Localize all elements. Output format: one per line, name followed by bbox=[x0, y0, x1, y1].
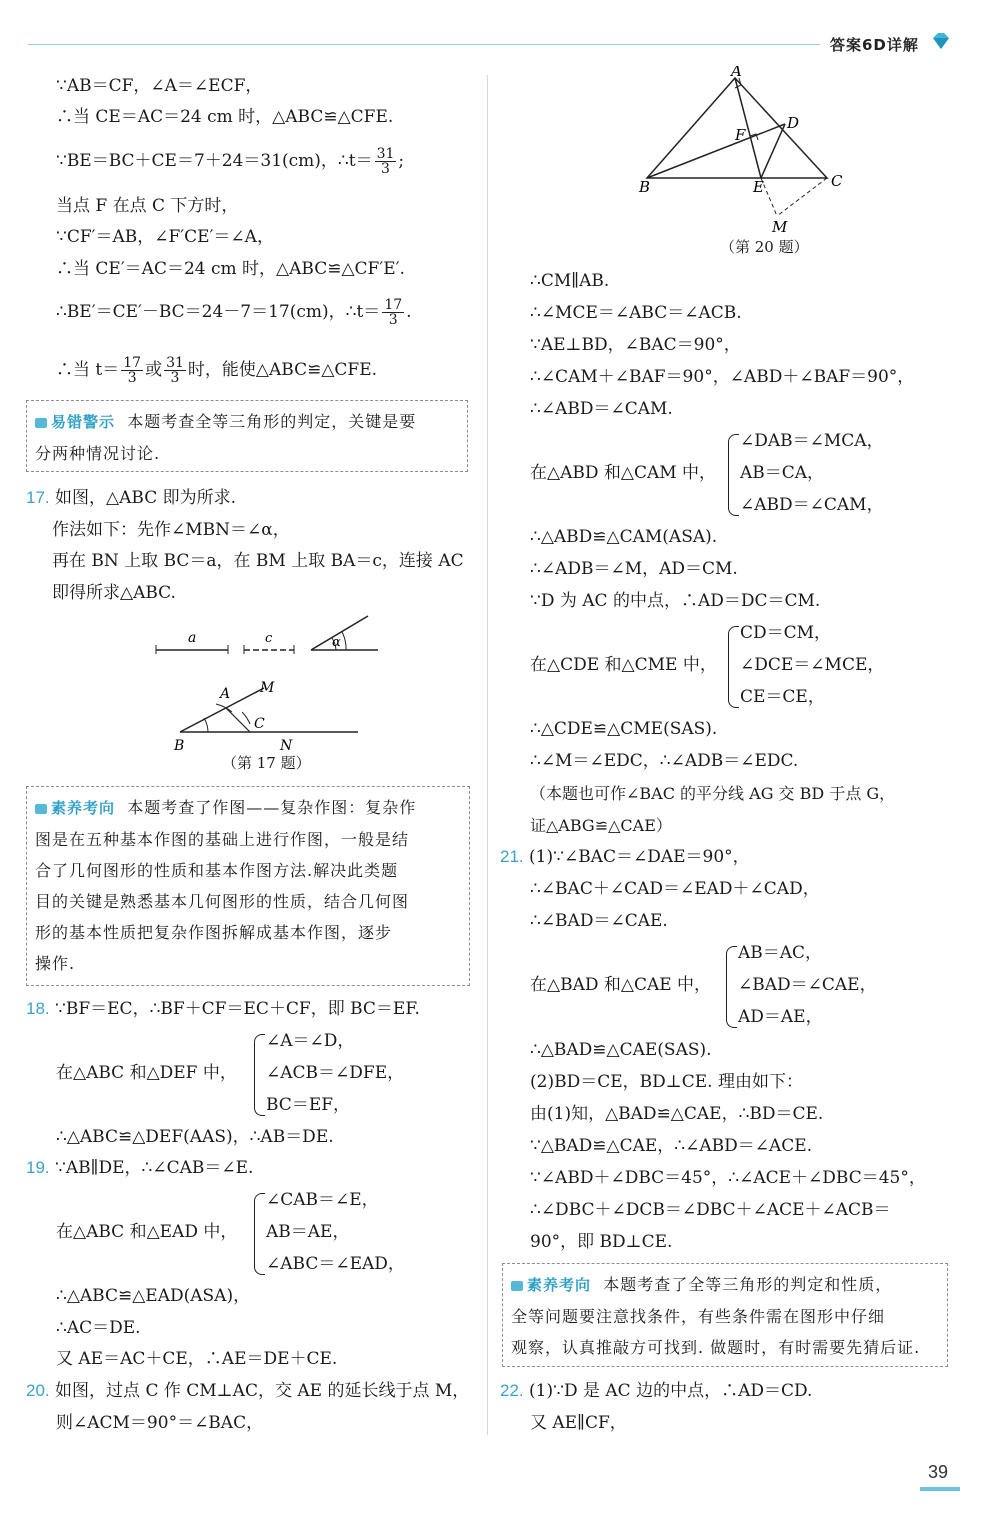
fraction bbox=[375, 147, 397, 176]
text-line: 在△ABD 和△CAM 中， bbox=[530, 463, 717, 483]
numerator: 31 bbox=[166, 355, 184, 371]
text-line: ∴∠MCE＝∠ABC＝∠ACB. bbox=[530, 303, 742, 323]
denominator: 3 bbox=[170, 370, 180, 386]
question-20 bbox=[26, 1380, 469, 1402]
condition: ∠DAB＝∠MCA， bbox=[740, 431, 884, 451]
text-line: ∵D 为 AC 的中点，∴AD＝DC＝CM. bbox=[530, 591, 821, 611]
label-B: B bbox=[639, 178, 651, 196]
or-word: 或 bbox=[145, 360, 163, 380]
question-number: 20. bbox=[26, 1381, 50, 1400]
condition: ∠ACB＝∠DFE， bbox=[266, 1063, 405, 1083]
numerator: 17 bbox=[123, 355, 142, 371]
text-part: 时，能使△ABC≌△CFE. bbox=[187, 360, 378, 380]
fraction bbox=[382, 298, 404, 327]
brace bbox=[254, 1193, 265, 1275]
label-D: D bbox=[787, 114, 800, 132]
text-line: ∵∠ABD＋∠DBC＝45°，∴∠ACE＋∠DBC＝45°， bbox=[530, 1168, 926, 1188]
condition: AB＝AE， bbox=[266, 1222, 350, 1242]
text-line: ∴∠M＝∠EDC，∴∠ADB＝∠EDC. bbox=[530, 751, 799, 771]
condition: AB＝CA， bbox=[740, 463, 825, 483]
text-line: 作法如下：先作∠MBN＝∠α， bbox=[52, 520, 290, 540]
brace bbox=[728, 434, 739, 516]
text-line: 又 AE＝AC＋CE，∴AE＝DE＋CE. bbox=[56, 1349, 338, 1369]
text-line: ∴△ABC≌△DEF(AAS)，∴AB＝DE. bbox=[56, 1127, 334, 1147]
tip-box bbox=[502, 1263, 948, 1367]
condition: CD＝CM， bbox=[740, 623, 832, 643]
tip-line: 全等问题要注意找条件，有些条件需在图形中仔细 bbox=[511, 1307, 886, 1326]
text-line: 90°，即 BD⊥CE. bbox=[530, 1232, 673, 1252]
fraction bbox=[164, 356, 186, 385]
fraction bbox=[121, 356, 143, 385]
text-part: ∵BF＝EC，∴BF＋CF＝EC＋CF，即 BC＝EF. bbox=[55, 999, 420, 1019]
label-N: N bbox=[280, 738, 293, 754]
label-A: A bbox=[731, 66, 742, 80]
condition: ∠BAD＝∠CAE， bbox=[738, 975, 877, 995]
page-number-bar bbox=[920, 1487, 960, 1491]
text-line: 在△BAD 和△CAE 中， bbox=[530, 975, 712, 995]
text-line: ∴CM∥AB. bbox=[530, 271, 610, 291]
text-part: 如图，过点 C 作 CM⊥AC，交 AE 的延长线于点 M， bbox=[55, 1381, 470, 1401]
condition: AB＝AC， bbox=[738, 943, 823, 963]
numerator: 31 bbox=[376, 146, 395, 162]
tag-icon bbox=[35, 418, 47, 428]
text-line: ∴当 CE′＝AC＝24 cm 时，△ABC≌△CF′E′. bbox=[56, 259, 405, 279]
tip-text: 本题考查了全等三角形的判定和性质， bbox=[603, 1275, 893, 1294]
header-rule bbox=[28, 44, 820, 45]
condition: BC＝EF， bbox=[266, 1095, 351, 1115]
page-number: 39 bbox=[928, 1462, 949, 1482]
tip-tag: 素养考向 bbox=[51, 799, 116, 817]
tip-line bbox=[35, 797, 416, 819]
text-line: 在△ABC 和△DEF 中， bbox=[56, 1063, 237, 1083]
text-line: ∴∠ADB＝∠M，AD＝CM. bbox=[530, 559, 738, 579]
tip-line: 操作. bbox=[35, 954, 76, 973]
text-part: ∵BE＝BC＋CE＝7＋24＝31(cm)，∴t＝ bbox=[56, 151, 373, 171]
tip-line: 目的关键是熟悉基本几何图形的性质，结合几何图 bbox=[35, 892, 410, 911]
question-21 bbox=[500, 846, 750, 868]
condition: ∠ABC＝∠EAD， bbox=[266, 1254, 405, 1274]
tag-icon bbox=[35, 804, 47, 814]
text-line: ∵AE⊥BD，∠BAC＝90°， bbox=[530, 335, 741, 355]
figure-caption: （第 20 题） bbox=[720, 238, 809, 256]
condition: CE＝CE， bbox=[740, 687, 825, 707]
question-number: 18. bbox=[26, 999, 50, 1018]
label-M: M bbox=[260, 680, 275, 696]
text-line: 在△ABC 和△EAD 中， bbox=[56, 1222, 238, 1242]
denominator: 3 bbox=[381, 161, 390, 177]
tip-line: 合了几何图形的性质和基本作图方法.解决此类题 bbox=[35, 861, 399, 880]
text-part: ∴BE′＝CE′－BC＝24－7＝17(cm)，∴t＝ bbox=[56, 302, 381, 322]
text-line: ∴△ABD≌△CAM(ASA). bbox=[530, 527, 718, 547]
tip-text: 本题考查全等三角形的判定，关键是要 bbox=[127, 412, 417, 431]
condition: AD＝AE， bbox=[738, 1007, 823, 1027]
text-line: ∴AC＝DE. bbox=[56, 1318, 141, 1338]
denominator: 3 bbox=[388, 312, 398, 328]
tip-box bbox=[26, 786, 470, 986]
text-part: ∵AB∥DE，∴∠CAB＝∠E. bbox=[55, 1158, 254, 1178]
text-line: 证△ABG≌△CAE） bbox=[530, 816, 672, 835]
question-number: 21. bbox=[500, 847, 524, 866]
question-number: 17. bbox=[26, 488, 50, 507]
condition: ∠ABD＝∠CAM， bbox=[740, 495, 884, 515]
text-line bbox=[56, 356, 377, 385]
tip-line: 分两种情况讨论. bbox=[35, 444, 161, 463]
label-C: C bbox=[831, 172, 843, 190]
text-line: ∴∠DBC＋∠DCB＝∠DBC＋∠ACE＋∠ACB＝ bbox=[530, 1200, 891, 1220]
text-line: ∴△BAD≌△CAE(SAS). bbox=[530, 1040, 712, 1060]
gem-icon bbox=[930, 32, 952, 50]
question-18 bbox=[26, 998, 420, 1020]
denominator: 3 bbox=[127, 370, 137, 386]
label-c: c bbox=[265, 631, 273, 646]
question-number: 19. bbox=[26, 1158, 50, 1177]
condition: ∠A＝∠D， bbox=[266, 1031, 355, 1051]
condition: ∠DCE＝∠MCE， bbox=[740, 655, 885, 675]
question-19 bbox=[26, 1157, 253, 1179]
tip-line bbox=[35, 411, 416, 433]
text-line: ∵AB＝CF，∠A＝∠ECF， bbox=[56, 76, 263, 96]
tip-line: 图是在五种基本作图的基础上进行作图，一般是结 bbox=[35, 830, 410, 849]
brace bbox=[726, 946, 737, 1028]
header-label: 答案6D详解 bbox=[830, 36, 919, 54]
text-line: ∴∠CAM＋∠BAF＝90°，∠ABD＋∠BAF＝90°， bbox=[530, 367, 915, 387]
label-F: F bbox=[735, 126, 746, 144]
tip-tag: 易错警示 bbox=[51, 413, 116, 431]
tip-line bbox=[511, 1274, 892, 1296]
tip-box bbox=[26, 400, 468, 472]
label-B: B bbox=[174, 738, 185, 754]
text-line: ∵CF′＝AB，∠F′CE′＝∠A， bbox=[56, 227, 274, 247]
text-line: 当点 F 在点 C 下方时， bbox=[56, 196, 239, 216]
brace bbox=[728, 626, 739, 708]
label-A: A bbox=[220, 686, 231, 702]
label-M: M bbox=[772, 218, 788, 234]
text-line: ∴∠BAC＋∠CAD＝∠EAD＋∠CAD， bbox=[530, 879, 820, 899]
text-part: (1)∵∠BAC＝∠DAE＝90°， bbox=[529, 847, 750, 867]
figure-20 bbox=[635, 66, 855, 234]
question-22 bbox=[500, 1380, 812, 1402]
condition: ∠CAB＝∠E， bbox=[266, 1190, 379, 1210]
figure-caption: （第 17 题） bbox=[222, 754, 311, 772]
text-line: ∴BE′＝CE′－BC＝24－7＝17(cm)，∴t＝ $\frac{17}{3}$ . bbox=[56, 297, 412, 328]
text-line: ∴△ABC≌△EAD(ASA)， bbox=[56, 1286, 251, 1306]
column-divider bbox=[487, 75, 488, 1435]
text-line: ∴△CDE≌△CME(SAS). bbox=[530, 719, 718, 739]
tip-line: 观察，认真推敲方可找到. 做题时，有时需要先猜后证. bbox=[511, 1338, 921, 1357]
tip-text: 本题考查了作图——复杂作图：复杂作 bbox=[127, 798, 417, 817]
text-line: ∴∠ABD＝∠CAM. bbox=[530, 399, 673, 419]
figure-17 bbox=[146, 612, 386, 760]
question-17 bbox=[26, 487, 236, 509]
brace bbox=[254, 1034, 265, 1116]
text-line: ∴当 CE＝AC＝24 cm 时，△ABC≌△CFE. bbox=[56, 107, 394, 127]
text-line: 由(1)知，△BAD≌△CAE，∴BD＝CE. bbox=[530, 1104, 824, 1124]
tip-line: 形的基本性质把复杂作图拆解成基本作图，逐步 bbox=[35, 923, 393, 942]
label-E: E bbox=[753, 178, 764, 196]
text-line: 在△CDE 和△CME 中， bbox=[530, 655, 717, 675]
text-line: 即得所求△ABC. bbox=[52, 583, 176, 603]
text-line: ∴∠BAD＝∠CAE. bbox=[530, 911, 668, 931]
tag-icon bbox=[511, 1281, 523, 1291]
text-part: ∴当 t＝ bbox=[56, 360, 120, 380]
text-line: 再在 BN 上取 BC＝a，在 BM 上取 BA＝c，连接 AC bbox=[52, 551, 464, 571]
label-alpha: α bbox=[332, 635, 341, 650]
numerator: 17 bbox=[384, 297, 403, 313]
text-line: ∵△BAD≌△CAE，∴∠ABD＝∠ACE. bbox=[530, 1136, 813, 1156]
text-part: 如图，△ABC 即为所求. bbox=[55, 488, 237, 508]
question-number: 22. bbox=[500, 1381, 524, 1400]
text-part: (1)∵D 是 AC 边的中点，∴AD＝CD. bbox=[529, 1381, 813, 1401]
text-line: （本题也可作∠BAC 的平分线 AG 交 BD 于点 G， bbox=[530, 784, 896, 803]
tip-tag: 素养考向 bbox=[527, 1276, 592, 1294]
text-line: (2)BD＝CE，BD⊥CE. 理由如下： bbox=[530, 1072, 803, 1092]
text-line: 又 AE∥CF， bbox=[530, 1413, 627, 1433]
text-line: ∵BE＝BC＋CE＝7＋24＝31(cm)，∴t＝ $\frac{31}{3}$ ; bbox=[56, 146, 405, 177]
label-a: a bbox=[188, 630, 197, 646]
label-C: C bbox=[254, 716, 265, 732]
text-line: 则∠ACM＝90°＝∠BAC， bbox=[56, 1413, 264, 1433]
